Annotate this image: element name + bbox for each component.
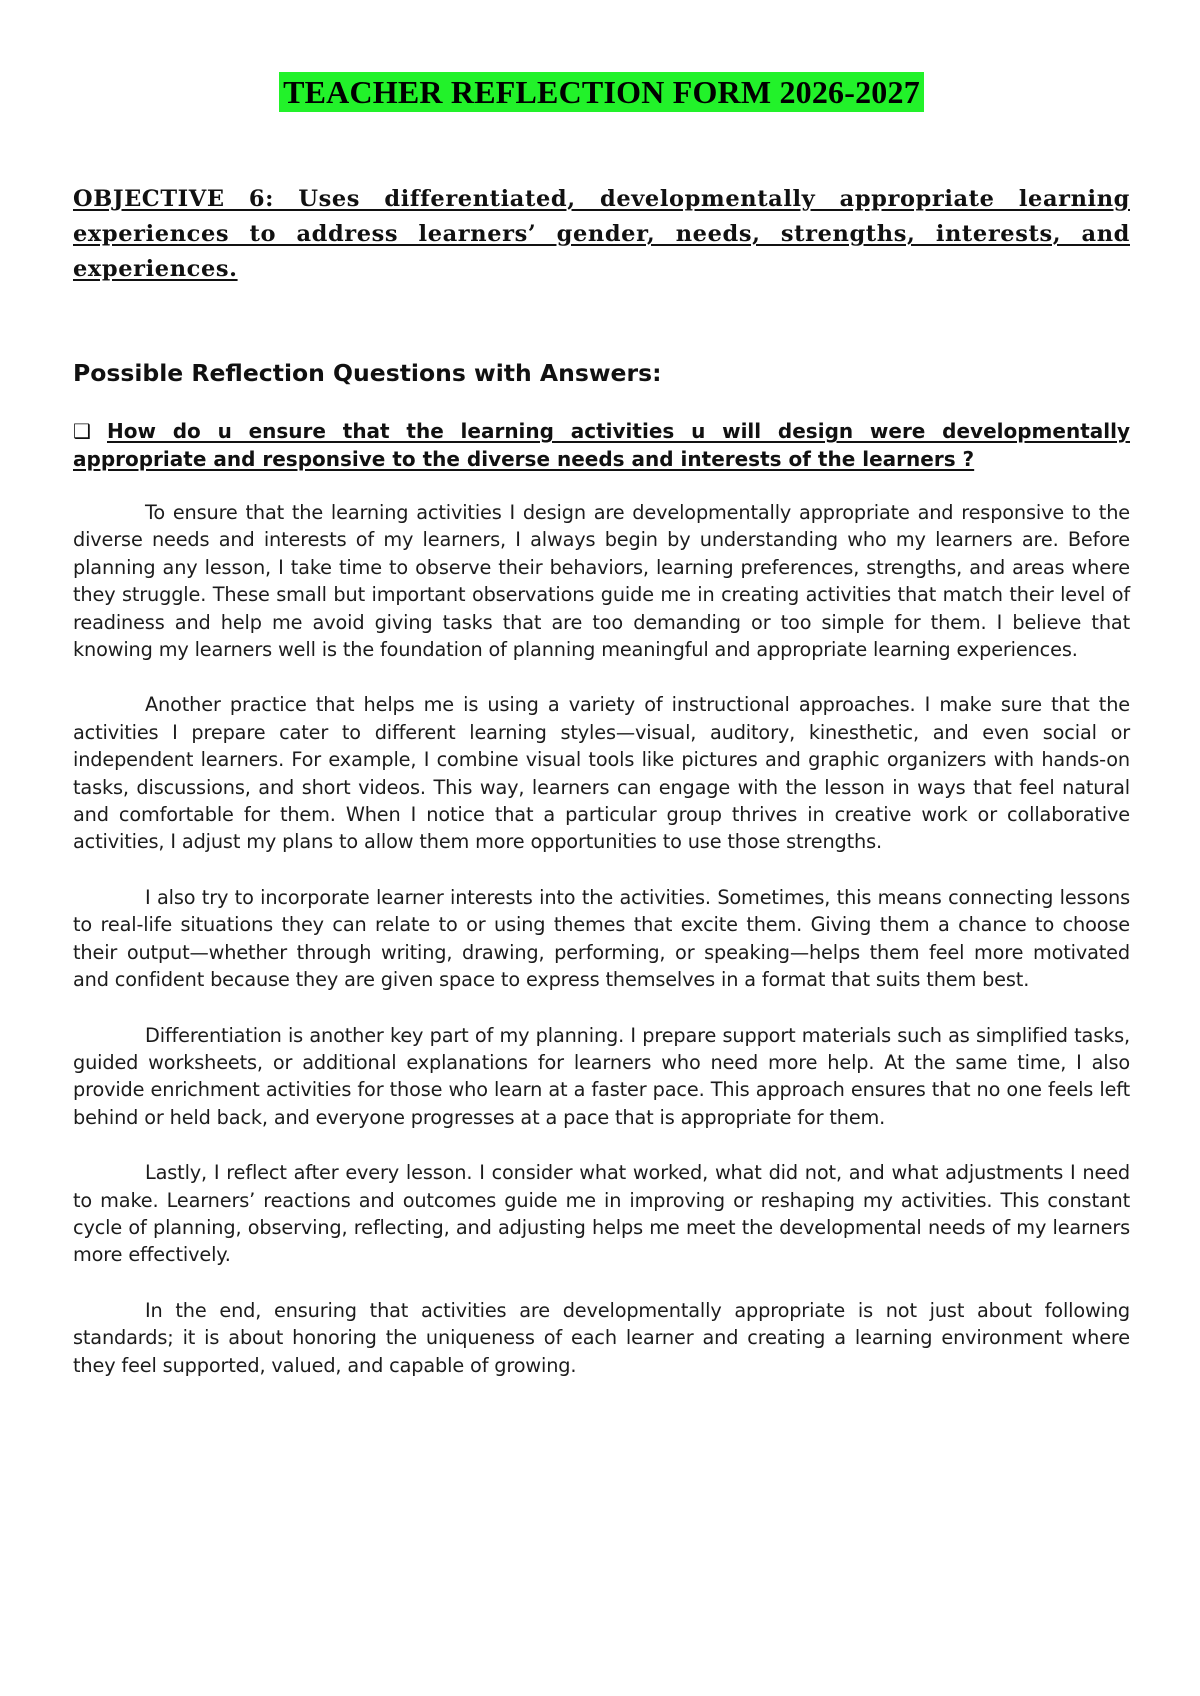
answer-paragraph: To ensure that the learning activities I design are developmentally appropriate and responsive to the diverse needs and interests of my learners, I always begin by understanding who my learners are. Before planning any lesson, I take time to observe their behaviors, learning preferences, strengths, and areas where they struggle. These small but important observations guide me in creating activities that match their level of readiness and help me avoid giving tasks that are too demanding or too simple for them. I believe that knowing my learners well is the foundation of planning meaningful and appropriate learning experiences. [73,501,1130,662]
answer-paragraph: In the end, ensuring that activities are developmentally appropriate is not just about following standards; it is about honoring the uniqueness of each learner and creating a learning environment where they feel supported, valued, and capable of growing. [73,1298,1130,1377]
answer-paragraph: Lastly, I reflect after every lesson. I consider what worked, what did not, and what adjustments I need to make. Learners’ reactions and outcomes guide me in improving or reshaping my activities. This constant cycle of planning, observing, reflecting, and adjusting helps me meet the developmental needs of my learners more effectively. [73,1161,1130,1267]
checkbox-bullet-icon: ❑ [73,419,91,443]
answer-body [73,499,1130,1379]
answer-paragraph: Differentiation is another key part of my planning. I prepare support materials such as simplified tasks, guided worksheets, or additional explanations for learners who need more help. At the same time, I also provide enrichment activities for those who learn at a faster pace. This approach ensures that no one feels left behind or held back, and everyone progresses at a pace that is appropriate for them. [73,1023,1130,1129]
answer-paragraph: I also try to incorporate learner interests into the activities. Sometimes, this means connecting lessons to real-life situations they can relate to or using themes that excite them. Giving them a chance to choose their output—whether through writing, drawing, performing, or speaking—helps them feel more motivated and confident because they are given space to express themselves in a format that suits them best. [73,885,1130,992]
title-container [73,72,1130,112]
question-text: How do u ensure that the learning activities u will design were developmentally appropriate and responsive to the diverse needs and interests of the learners ? [73,419,1130,471]
document-page [73,0,1130,1407]
reflection-question [73,417,1130,473]
answer-paragraph: Another practice that helps me is using a variety of instructional approaches. I make sure that the activities I prepare cater to different learning styles—visual, auditory, kinesthetic, and even social or independent learners. For example, I combine visual tools like pictures and graphic organizers with hands-on tasks, discussions, and short videos. This way, learners can engage with the lesson in ways that feel natural and comfortable for them. When I notice that a particular group thrives in creative work or collaborative activities, I adjust my plans to allow them more opportunities to use those strengths. [73,693,1130,854]
document-title: TEACHER REFLECTION FORM 2026-2027 [279,72,924,112]
objective-statement: OBJECTIVE 6: Uses differentiated, developmentally appropriate learning experiences to address learners’ gender, needs, strengths, interests, and experiences. [73,186,1130,282]
section-heading: Possible Reflection Questions with Answers: [73,359,662,387]
